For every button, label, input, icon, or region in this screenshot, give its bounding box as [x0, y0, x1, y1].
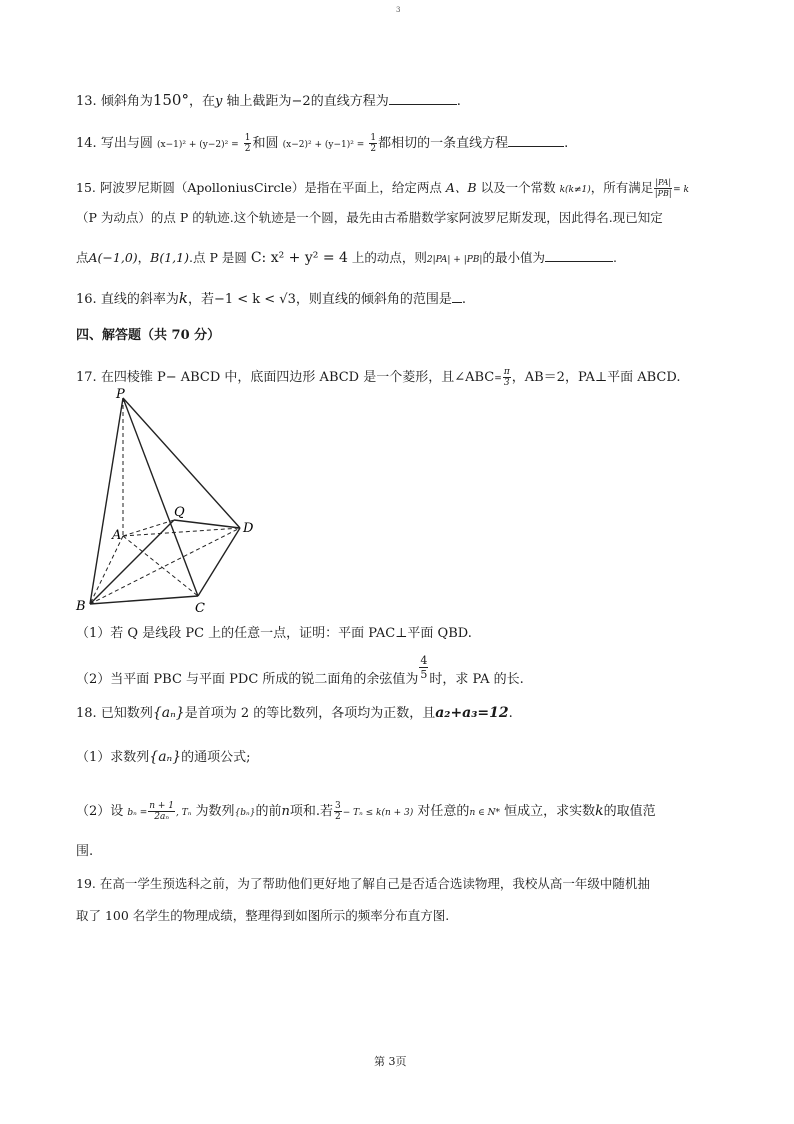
q17-solid-edges — [90, 398, 240, 604]
q17-angle-frac: $\frac{\pi}{3}$ — [503, 367, 510, 388]
q13-end: . — [456, 94, 461, 109]
q17-part2 — [76, 654, 524, 687]
q14-text-a: 写出与圆 — [100, 136, 153, 151]
q18-part2-f: 恒成立，求实数 — [504, 804, 596, 819]
q18-k: k — [595, 803, 604, 819]
q13-number: 13. — [76, 94, 97, 109]
q18-bn-tail: , Tₙ — [176, 808, 192, 818]
q18-ineq-tail: − Tₙ ≤ k(n + 3) — [342, 808, 414, 818]
q16-text-a: 直线的斜率为 — [100, 292, 179, 307]
q17-part1: （1）若 Q 是线段 PC 上的任意一点，证明：平面 PAC⊥平面 QBD. — [76, 626, 472, 641]
q18-part2-e: 对任意的 — [417, 804, 470, 819]
question-14 — [76, 132, 568, 154]
section-4-title: 四、解答题（共 70 分） — [76, 328, 221, 343]
q19-number: 19. — [76, 876, 96, 891]
q17-text-a: 在四棱锥 P− ABCD 中，底面四边形 ABCD 是一个菱形，且∠ABC — [100, 370, 495, 385]
q13-text-b: ，在 — [188, 94, 215, 109]
q14-answer-blank[interactable] — [508, 134, 564, 147]
q14-frac1: $\frac{1}{2}$ — [244, 133, 251, 154]
q18-bn-left: bₙ = — [127, 808, 148, 818]
edge-cd — [198, 528, 240, 596]
q17-part2-b: 时，求 PA 的长. — [429, 672, 524, 687]
q18-part2 — [76, 800, 656, 822]
question-16 — [76, 288, 466, 307]
q15-end: . — [612, 250, 617, 265]
q18-part2-a: （2）设 — [76, 804, 124, 819]
q18-part2-d: 项和.若 — [289, 804, 333, 819]
question-13 — [76, 90, 461, 109]
q16-k: k — [178, 289, 188, 307]
edge-bc — [90, 596, 198, 604]
question-15-line3 — [76, 248, 617, 266]
q15-line3-d: 的最小值为 — [482, 250, 545, 265]
label-q: Q — [174, 505, 185, 520]
q18-n: n — [281, 804, 290, 819]
q15-sep: ， — [137, 250, 151, 265]
q15-point-b: B(1,1) — [150, 250, 189, 265]
q18-part1-seq: {aₙ} — [149, 749, 182, 765]
label-c: C — [195, 601, 205, 616]
q16-text-c: ，则直线的倾斜角的范围是 — [295, 292, 452, 307]
q15-expr: 2|PA| + |PB| — [426, 255, 483, 265]
q15-answer-blank[interactable] — [545, 249, 613, 262]
question-18 — [76, 702, 513, 721]
q15-number: 15. — [76, 180, 96, 195]
q16-number: 16. — [76, 292, 97, 307]
q15-line2: （P 为动点）的点 P 的轨迹.这个轨迹是一个圆，最先由古希腊数学家阿波罗尼斯发现，因此得名.现已知定 — [76, 210, 663, 225]
q15-line1-a: 阿波罗尼斯圆（ApolloniusCircle）是指在平面上，给定两点 — [99, 180, 442, 195]
q18-number: 18. — [76, 706, 97, 721]
q16-text-b: ，若 — [187, 292, 214, 307]
q15-circle-eq: C: x² + y² = 4 — [250, 250, 348, 266]
q13-text-d: 的直线方程为 — [310, 94, 389, 109]
q15-line3-a: 点 — [76, 250, 89, 265]
q18-seq: {aₙ} — [152, 705, 185, 721]
edge-pb — [90, 398, 123, 604]
q18-cond: a₂+a₃=12 — [435, 705, 509, 721]
label-b: B — [76, 599, 86, 614]
q17-hidden-edges — [90, 398, 240, 604]
edge-bq — [90, 520, 174, 604]
q17-part2-frac: $\frac{4}{5}$ — [420, 654, 428, 681]
page-number: 第 3页 — [374, 1055, 407, 1068]
q13-intercept: −2 — [291, 94, 311, 109]
label-a: A — [112, 528, 122, 543]
q18-part2-end: 围. — [76, 844, 94, 859]
question-19-line1 — [76, 874, 650, 892]
q18-ineq-frac: $\frac{3}{2}$ — [334, 801, 341, 822]
edge-qd — [174, 520, 240, 528]
q18-n-in: n ∈ N* — [469, 808, 500, 818]
q15-line1-c: ，所有满足 — [590, 180, 654, 195]
q18-part1 — [76, 746, 251, 765]
q15-k-cond: k(k≠1) — [559, 185, 591, 195]
q18-text-a: 已知数列 — [100, 706, 153, 721]
label-d: D — [243, 521, 254, 536]
q14-circle2: (x−2)² + (y−1)² = — [282, 140, 365, 150]
q17-text-b: ，AB＝2，PA⊥平面 ABCD. — [511, 370, 681, 385]
q15-ratio-eq: = k — [673, 185, 689, 195]
q13-text-a: 倾斜角为 — [100, 94, 153, 109]
q17-number: 17. — [76, 370, 97, 385]
q16-cond: −1 < k < √3 — [213, 292, 296, 307]
q17-eq: = — [494, 374, 502, 384]
q15-points-ab: A、B — [445, 180, 477, 195]
q13-text-c: 轴上截距为 — [226, 94, 292, 109]
q18-part2-seq: {bₙ} — [234, 808, 256, 818]
q19-line1: 在高一学生预选科之前，为了帮助他们更好地了解自己是否适合选读物理，我校从高一年级中随机抽 — [99, 876, 650, 891]
q15-line3-b: .点 P 是圆 — [189, 250, 247, 265]
q18-part1-b: 的通项公式; — [181, 750, 251, 765]
q16-answer-blank[interactable] — [452, 290, 462, 303]
q13-answer-blank[interactable] — [389, 92, 457, 105]
edge-pc — [123, 398, 198, 596]
q18-bn-frac: $\frac{n + 1}{\text{2aₙ}}$ — [149, 801, 175, 822]
q14-circle1: (x−1)² + (y−2)² = — [156, 140, 239, 150]
edge-ad — [123, 528, 240, 536]
q17-part2-a: （2）当平面 PBC 与平面 PDC 所成的锐二面角的余弦值为 — [76, 672, 419, 687]
question-17 — [76, 366, 680, 388]
q17-pyramid-figure — [70, 386, 270, 618]
q19-line2: 取了 100 名学生的物理成绩，整理得到如图所示的频率分布直方图. — [76, 908, 450, 923]
q15-ratio: $\frac{|PA|}{|PB|}$ — [654, 178, 672, 198]
page-top-mark: 3 — [396, 6, 401, 14]
q13-angle: 150° — [152, 91, 189, 109]
q14-number: 14. — [76, 136, 97, 151]
q18-part1-a: （1）求数列 — [76, 750, 150, 765]
q18-text-b: 是首项为 2 的等比数列，各项均为正数，且 — [184, 706, 436, 721]
q14-end: . — [564, 136, 569, 151]
question-15-line1 — [76, 178, 689, 199]
q18-part2-c: 的前 — [255, 804, 282, 819]
q18-part2-b: 为数列 — [195, 804, 235, 819]
q15-line3-c: 上的动点，则 — [351, 250, 427, 265]
q13-axis: y — [215, 94, 223, 109]
q14-text-c: 都相切的一条直线方程 — [378, 136, 509, 151]
q15-line1-b: 以及一个常数 — [480, 180, 556, 195]
q16-end: . — [461, 292, 467, 307]
q15-point-a: A(−1,0) — [88, 250, 138, 265]
q14-text-b: 和圆 — [252, 136, 279, 151]
q14-frac2: $\frac{1}{2}$ — [370, 133, 377, 154]
label-p: P — [116, 387, 125, 402]
q18-part2-g: 的取值范 — [603, 804, 656, 819]
q18-end: . — [508, 706, 513, 721]
